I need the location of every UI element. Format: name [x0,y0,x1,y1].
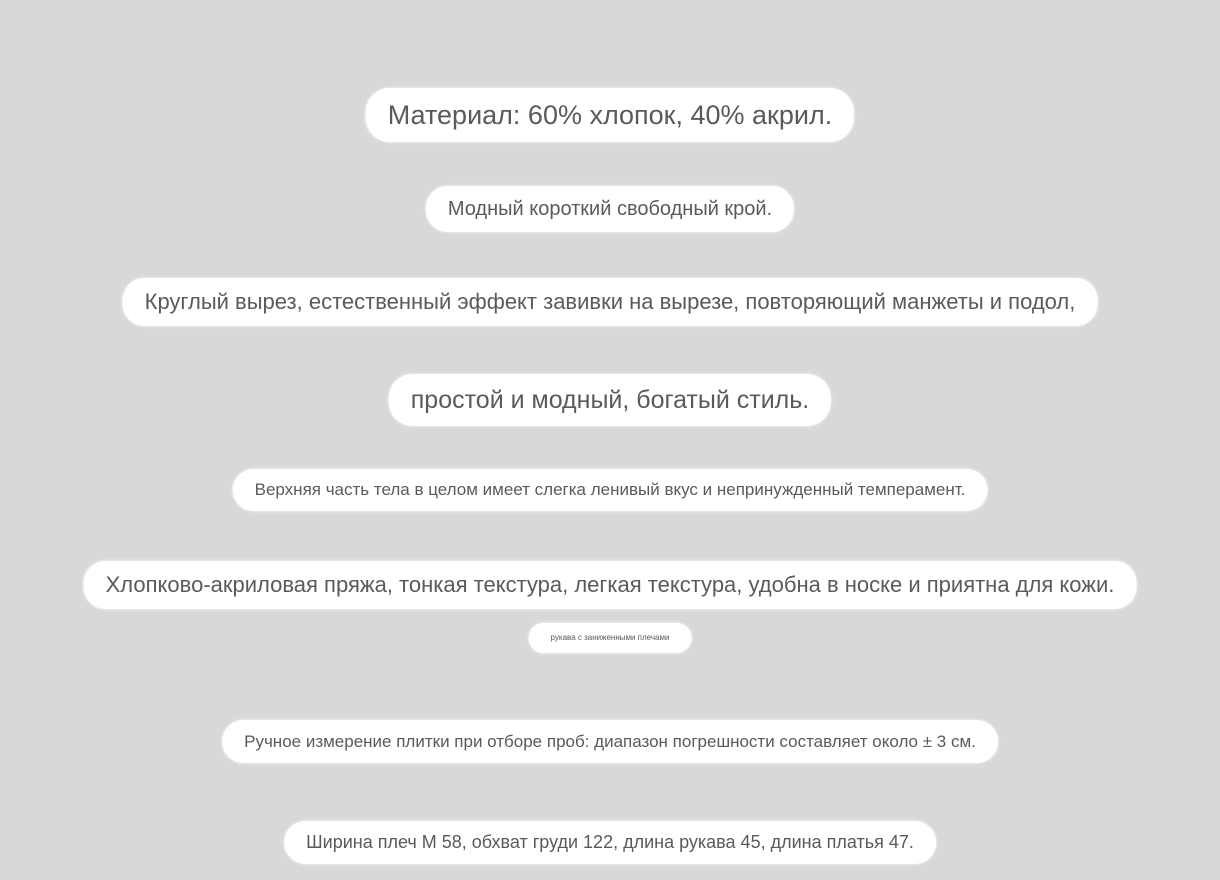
yarn-caption-text: Хлопково-акриловая пряжа, тонкая текстура, легкая текстура, удобна в носке и приятна для кожи. [105,572,1115,597]
sleeve-caption-text: рукава с заниженными плечами [550,633,670,642]
material-caption [366,88,854,142]
measurement-note-caption-text: Ручное измерение плитки при отборе проб: диапазон погрешности составляет около ± 3 см. [244,732,976,751]
neckline-caption-text: Круглый вырез, естественный эффект завивки на вырезе, повторяющий манжеты и подол, [144,289,1076,314]
sleeve-caption [529,623,692,653]
neckline-caption [123,278,1098,326]
temperament-caption-text: Верхняя часть тела в целом имеет слегка ленивый вкус и непринужденный темперамент. [254,480,966,499]
size-caption-text: Ширина плеч M 58, обхват груди 122, длина рукава 45, длина платья 47. [306,832,914,852]
measurement-note-caption [222,720,998,763]
material-caption-text: Материал: 60% хлопок, 40% акрил. [387,100,833,130]
yarn-caption [84,561,1137,609]
temperament-caption [233,469,988,511]
fit-caption [426,186,794,232]
style-caption [389,374,831,426]
style-caption-text: простой и модный, богатый стиль. [410,386,810,414]
fit-caption-text: Модный короткий свободный крой. [447,198,773,220]
size-caption [284,821,936,864]
